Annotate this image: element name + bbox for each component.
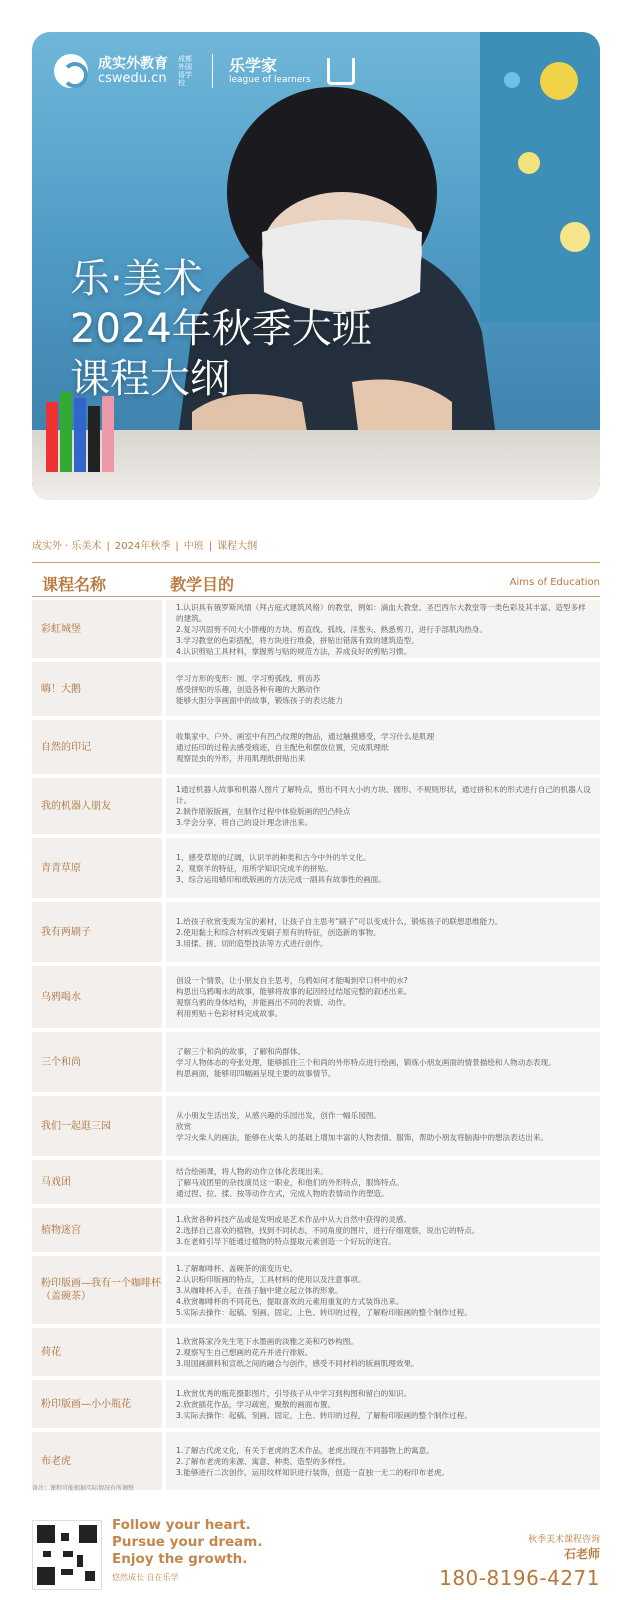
org-name: 成实外教育	[98, 56, 168, 72]
course-name: 乌鸦喝水	[32, 966, 162, 1028]
course-goal-line: 构思画面，能够用四幅画呈现主要的故事情节。	[176, 1068, 336, 1078]
course-name: 粉印版画—小小瓶花	[32, 1380, 162, 1428]
course-name: 粉印版画—我有一个咖啡杯（盖碗茶）	[32, 1256, 162, 1324]
course-goal-line: 2、观察羊的特征，用所学知识完成羊的拼贴。	[176, 863, 333, 873]
course-goal-line: 3.学会分享，将自己的设计理念讲出来。	[176, 818, 313, 827]
course-goal-line: 2.使用黏土和综合材料改变刷子原有的特征，创造新的事物。	[176, 927, 381, 937]
header-bottom-rule	[32, 596, 600, 597]
course-goal-line: 观察昆虫的外形，并用肌理纸拼贴出来	[176, 753, 306, 763]
course-goal-line: 了解马戏团里的杂技演员这一职业，和他们的外形特点，服饰特点。	[176, 1177, 404, 1187]
course-goal-line: 3.从咖啡杯入手，在孩子脑中建立起立体的形象。	[176, 1285, 343, 1295]
course-goal-line: 1.认识具有俄罗斯风情（拜占庭式建筑风格）的教堂，例如：滴血大教堂、圣巴西尔大教堂等一类色彩及其丰富、造型多样的建筑。	[176, 602, 586, 623]
qr-code	[32, 1520, 102, 1590]
course-goal-line: 1.欣赏各种科技产品或是发明或是艺术作品中从大自然中获得的灵感。	[176, 1214, 412, 1224]
course-goal-line: 1.了解古代虎文化，有关于老虎的艺术作品，老虎出现在不同器物上的寓意。	[176, 1445, 434, 1455]
course-goal-line: 3.能够进行二次创作，运用纹样知识进行装饰，创造一直独一无二的粉印布老虎。	[176, 1467, 450, 1477]
brand-bar	[54, 54, 355, 88]
org-logo-icon	[54, 54, 88, 88]
table-row	[32, 966, 600, 1028]
slogan-line: Pursue your dream.	[112, 1534, 263, 1550]
course-goal	[166, 902, 600, 962]
breadcrumb: 成实外 · 乐美术 | 2024年秋季 | 中班 | 课程大纲	[32, 541, 258, 552]
table-row	[32, 1328, 600, 1376]
hero-title-line-3: 课程大纲	[70, 356, 230, 402]
course-goal-line: 3.在老师引导下能通过植物的特点提取元素创造一个好玩的迷宫。	[176, 1236, 396, 1246]
course-name: 彩虹城堡	[32, 600, 162, 658]
table-row	[32, 1208, 600, 1252]
course-name: 我们一起逛三园	[32, 1096, 162, 1156]
course-goal	[166, 1032, 600, 1092]
course-goal-line: 2.制作原版版画，在制作过程中体验版画的凹凸特点	[176, 807, 351, 816]
course-goal	[166, 600, 600, 658]
table-row	[32, 1432, 600, 1490]
course-name: 嗨！大鹅	[32, 662, 162, 716]
slogan-line: Enjoy the growth.	[112, 1551, 248, 1567]
table-row	[32, 600, 600, 658]
col-goal-en-header: Aims of Education	[509, 577, 600, 588]
course-goal-line: 构思出乌鸦喝水的故事，能够将故事的起因经过结尾完整的叙述出来。	[176, 987, 412, 996]
marker-pens	[46, 392, 136, 482]
hero-title	[70, 254, 372, 404]
course-goal-line: 创设一个情景，让小朋友自主思考，乌鸦如何才能喝到窄口杯中的水?	[176, 976, 408, 985]
course-goal-line: 学习方形的变形：圆、学习剪弧线、剪齿苏	[176, 673, 321, 683]
course-goal-line: 1.了解咖啡杯、盖碗茶的演变历史。	[176, 1263, 298, 1273]
course-name: 布老虎	[32, 1432, 162, 1490]
course-goal-line: 欣赏	[176, 1121, 192, 1131]
table-row	[32, 662, 600, 716]
table-row	[32, 1256, 600, 1324]
slogan-line: Follow your heart.	[112, 1517, 251, 1533]
course-goal-line: 3.用揉、搓、切的造型技法等方式进行创作。	[176, 938, 328, 948]
phone-number: 180-8196-4271	[439, 1566, 600, 1590]
table-row	[32, 1380, 600, 1428]
course-goal-line: 利用剪贴＋色彩材料完成故事。	[176, 1009, 283, 1018]
course-goal-line: 1.给孩子欣赏变废为宝的素材，让孩子自主思考“刷子”可以变成什么，锻炼孩子的联想思维能力。	[176, 916, 503, 926]
table-row	[32, 1160, 600, 1204]
org-url: cswedu.cn	[98, 71, 167, 86]
breadcrumb-item: 课程大纲	[217, 541, 258, 552]
breadcrumb-item: 2024年秋季	[114, 541, 171, 552]
course-name: 自然的印记	[32, 720, 162, 774]
course-goal	[166, 778, 600, 834]
course-goal-line: 4.欣赏咖啡杯的不同花色，提取喜欢的元素用重复的方式装饰出来。	[176, 1296, 404, 1306]
course-goal	[166, 720, 600, 774]
course-goal-line: 收集家中、户外、画室中有凹凸纹理的物品，通过触摸感受，学习什么是肌理	[176, 731, 435, 741]
table-row	[32, 720, 600, 774]
course-goal-line: 4.认识剪贴工具材料，掌握剪与贴的规范方法，养成良好的剪贴习惯。	[176, 646, 412, 656]
table-row	[32, 1032, 600, 1092]
brand-divider	[212, 54, 213, 88]
course-goal-line: 2.了解布老虎的来源、寓意、种类、造型的多样性。	[176, 1456, 351, 1466]
course-goal-line: 3、综合运用蜡印和纸版画的方法完成一副具有故事性的画面。	[176, 874, 386, 884]
course-goal-line: 感受拼贴的乐趣，创造各种有趣的大鹅动作	[176, 684, 321, 694]
consult-label: 秋季美术课程咨询	[527, 1535, 600, 1545]
course-name: 马戏团	[32, 1160, 162, 1204]
course-goal	[166, 1160, 600, 1204]
org-tag: 成都外国语学校	[178, 55, 192, 87]
slogan-sub: 悠然成长 自在乐学	[112, 1573, 179, 1582]
footnote: 备注：课程可能根据实际情况有所调整	[32, 1485, 135, 1492]
course-name: 三个和尚	[32, 1032, 162, 1092]
course-goal-line: 3.用国画颜料和宣纸之间的融合与创作，感受不同材料的版画肌理效果。	[176, 1358, 419, 1368]
course-name: 我有两刷子	[32, 902, 162, 962]
slogan	[112, 1517, 263, 1568]
partner-name: 乐学家	[229, 56, 278, 75]
course-goal-line: 2.观察写生自己想画的花卉并进行排版。	[176, 1347, 313, 1357]
course-goal-line: 学习人物体态的夸张处理，能够抓住三个和尚的外形特点进行绘画，锻炼小朋友画面的情景描绘和人物动态表现。	[176, 1057, 556, 1067]
course-goal-line: 2.选择自己喜欢的植物，找到不同状态，不同角度的图片，进行仔细观察，说出它的特点。	[176, 1225, 480, 1235]
table-row	[32, 838, 600, 898]
course-goal-line: 2.欣赏插花作品，学习疏密，聚散的画面布置。	[176, 1399, 336, 1409]
course-goal	[166, 1208, 600, 1252]
course-goal-line: 5.实际去操作：起稿、刻画、固定、上色、转印的过程，了解粉印版画的整个制作过程。	[176, 1307, 472, 1317]
course-goal	[166, 966, 600, 1028]
teacher-name: 石老师	[563, 1547, 600, 1561]
course-goal	[166, 1256, 600, 1324]
breadcrumb-item: 成实外 · 乐美术	[32, 541, 102, 552]
course-goal-line: 2.认识粉印版画的特点，工具材料的使用以及注意事项。	[176, 1274, 366, 1284]
hero-title-line-1: 乐·美术	[70, 256, 203, 302]
partner-en: league of learners	[229, 75, 311, 85]
header-top-rule	[32, 562, 600, 563]
course-goal-line: 1、感受草原的辽阔，认识羊的种类和古今中外的羊文化。	[176, 852, 371, 862]
course-goal-line: 学习火柴人的画法，能够在火柴人的基础上增加丰富的人物表情、服饰，帮助小朋友将脑海中的想法表达出来。	[176, 1132, 549, 1142]
table-row	[32, 902, 600, 962]
course-goal-line: 1.欣赏陈家泠先生笔下水墨画的淡雅之美和巧妙构图。	[176, 1336, 358, 1346]
course-goal-line: 通过拓印的过程去感受痕迹，自主配色和摆放位置，完成肌理纸	[176, 742, 389, 752]
course-goal	[166, 1096, 600, 1156]
course-goal-line: 3.实际去操作：起稿、刻画、固定、上色、转印的过程，了解粉印版画的整个制作过程。	[176, 1410, 472, 1420]
table-row	[32, 1096, 600, 1156]
table-header	[32, 567, 600, 597]
course-goal	[166, 1432, 600, 1490]
course-goal-line: 从小朋友生活出发，从感兴趣的乐园出发，创作一幅乐园图。	[176, 1110, 382, 1120]
course-goal	[166, 1380, 600, 1428]
course-name: 青青草原	[32, 838, 162, 898]
course-goal-line: 2.复习巩固剪不同大小胖瘦的方块、剪直线、弧线、洋葱头、熟悉剪刀，进行手部肌肉热身。	[176, 624, 487, 634]
course-name: 植物迷宫	[32, 1208, 162, 1252]
col-course-header: 课程名称	[42, 575, 107, 594]
col-goal-header: 教学目的	[170, 575, 235, 594]
course-goal-line: 1.欣赏优秀的瓶花摄影图片，引导孩子从中学习到构图和留白的知识。	[176, 1388, 412, 1398]
course-goal-line: 了解三个和尚的故事，了解和尚群体。	[176, 1046, 306, 1056]
course-goal-line: 观察乌鸦的身体结构，并能画出不同的表情、动作。	[176, 998, 351, 1007]
partner-logo-icon	[327, 58, 355, 85]
course-name: 荷花	[32, 1328, 162, 1376]
course-name: 我的机器人朋友	[32, 778, 162, 834]
hero-photo	[32, 32, 600, 500]
course-goal-line: 能够大胆分享画面中的故事，锻炼孩子的表达能力	[176, 695, 344, 705]
breadcrumb-item: 中班	[183, 541, 204, 552]
course-goal-line: 通过捏、拉、揉、按等动作方式，完成人物的表情动作的塑造。	[176, 1188, 389, 1198]
hero-title-line-2: 2024年秋季大班	[70, 306, 372, 352]
course-goal-line: 3.学习教堂的色彩搭配，将方块进行堆叠，拼贴出错落有致的建筑造型。	[176, 635, 419, 645]
course-goal	[166, 1328, 600, 1376]
course-goal	[166, 662, 600, 716]
course-goal-line: 1通过机器人故事和机器人图片了解特点，剪出不同大小的方块、圆形、不规则形状，通过拼积木的形式进行自己的机器人设计。	[176, 785, 591, 805]
table-row	[32, 778, 600, 834]
course-goal-line: 结合绘画课，将人物的动作立体化表现出来。	[176, 1166, 328, 1176]
course-goal	[166, 838, 600, 898]
